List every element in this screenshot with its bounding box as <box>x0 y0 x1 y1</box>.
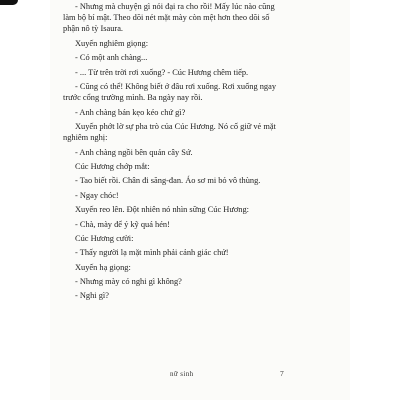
paragraph: - Nhưng mày có nghi gì không? <box>75 277 182 287</box>
paragraph: Cúc Hương cười: <box>75 233 134 243</box>
paragraph: - Chà, mày để ý kỹ quá hén! <box>75 219 170 229</box>
page-body-text <box>63 1 285 305</box>
paragraph: - ... Từ trên trời rơi xuống? - Cúc Hương chêm tiếp. <box>75 67 249 77</box>
paragraph: - Ngay chóc! <box>75 190 119 200</box>
paragraph: - Anh chàng bán kẹo kéo chứ gì? <box>75 107 186 117</box>
page-number: 7 <box>280 369 284 378</box>
paragraph: Xuyến hạ giọng: <box>75 262 131 272</box>
paragraph: - Nhưng mà chuyện gì nói đại ra cho rồi! Mấy lúc nào cũng làm bộ bí mật. Theo dõi nét mặt mày còn mệt hơn theo dõi số phận nô tỳ Isaura. <box>63 2 275 34</box>
paragraph: - Có một anh chàng... <box>75 53 148 63</box>
running-footer-title: nữ sinh <box>170 370 194 378</box>
paragraph: Xuyến reo lên. Đột nhiên nó nhìn sững Cúc Hương: <box>75 205 250 215</box>
corner-mark <box>0 0 18 5</box>
paragraph: Cúc Hương chớp mắt: <box>75 161 150 171</box>
paragraph: Xuyến phớt lờ sự pha trò của Cúc Hương. Nó cố giữ vẻ mặt nghiêm nghị: <box>63 121 276 143</box>
paragraph: - Anh chàng ngồi bên quán cây Sứ. <box>75 147 193 157</box>
paragraph: Xuyến nghiêm giọng: <box>75 38 149 48</box>
paragraph: - Nghi gì? <box>75 291 109 301</box>
paragraph: - Tao biết rồi. Chân đi săng-đan. Áo sơ mi bỏ vô thùng. <box>75 176 261 186</box>
paragraph: - Thấy người lạ mặt mình phải cảnh giác chứ! <box>75 248 229 258</box>
paragraph: - Cũng có thể! Không biết ở đâu rơi xuống. Rơi xuống ngay trước cổng trường mình. Ba ngày nay rồi. <box>63 81 276 103</box>
